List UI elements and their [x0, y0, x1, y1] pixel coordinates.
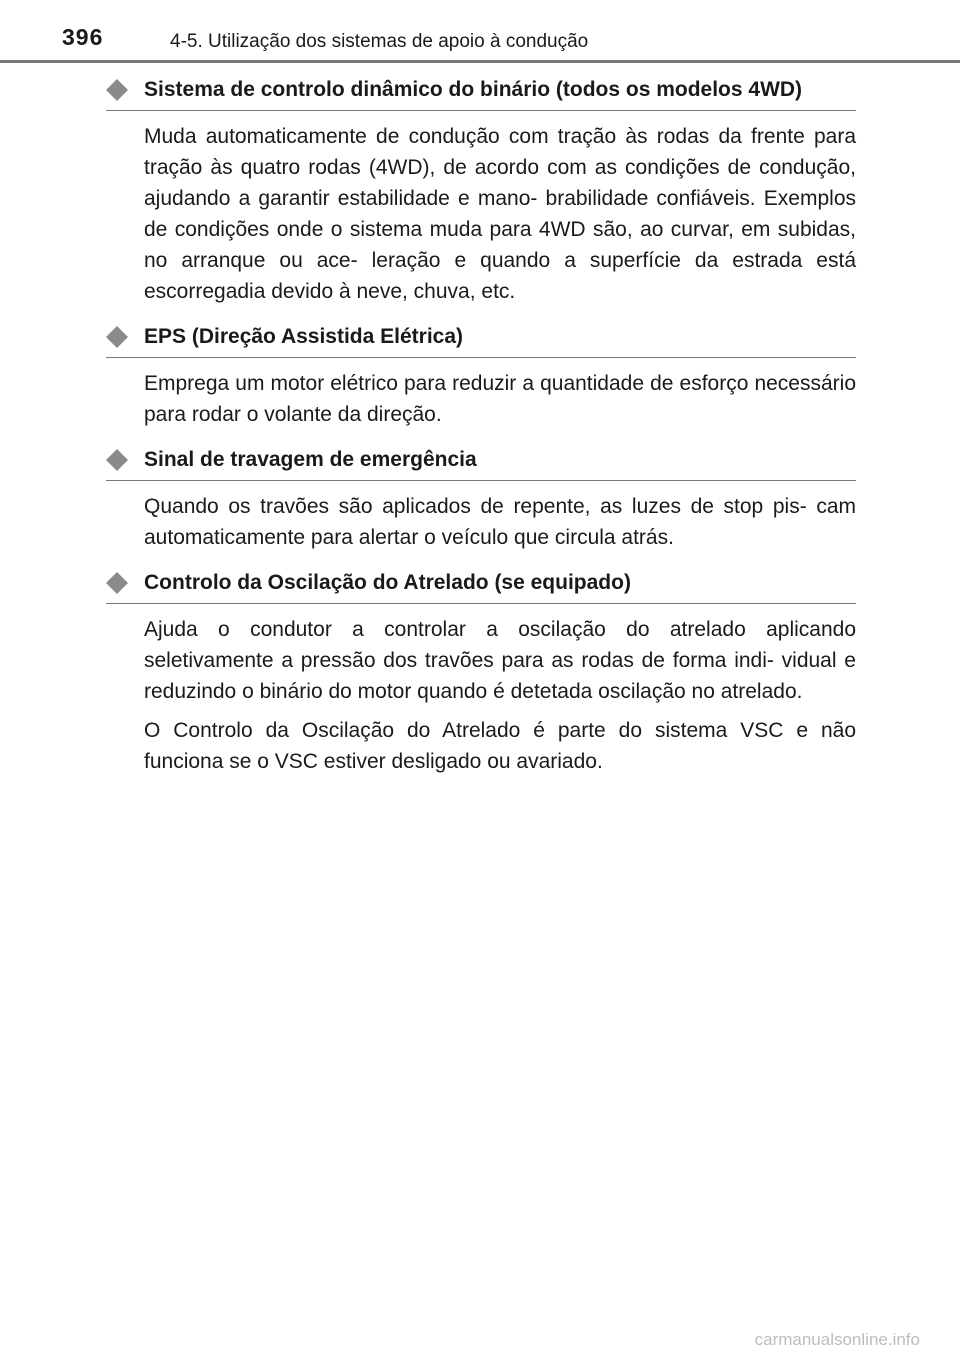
page-header — [0, 0, 960, 66]
section-heading — [106, 567, 856, 604]
section-paragraph: Emprega um motor elétrico para reduzir a quantidade de esforço necessário para rodar o volante da direção. — [144, 372, 856, 426]
section-heading — [106, 321, 856, 358]
section-heading — [106, 74, 856, 111]
chapter-title: 4-5. Utilização dos sistemas de apoio à condução — [170, 31, 589, 52]
section-heading-text: Sistema de controlo dinâmico do binário (todos os modelos 4WD) — [144, 78, 803, 101]
section-paragraph: Muda automaticamente de condução com tração às rodas da frente para tração às quatro rodas (4WD), de acordo com as condições de condução, ajudando a garantir estabilidade e mano- brabilidade confiáveis. Exemplos de condições onde o sistema muda para 4WD são, ao curvar, em subidas, no arranque ou ace- leração e quando a superfície da estrada está escorregadia devido à neve, chuva, etc. — [144, 125, 856, 303]
section-trailer-sway-control — [106, 567, 856, 777]
diamond-icon — [106, 326, 128, 348]
section-heading-text: Controlo da Oscilação do Atrelado (se equipado) — [144, 571, 631, 594]
section-paragraph: O Controlo da Oscilação do Atrelado é parte do sistema VSC e não funciona se o VSC estiver desligado ou avariado. — [144, 719, 856, 773]
section-eps — [106, 321, 856, 430]
diamond-icon — [106, 79, 128, 101]
page-content — [106, 74, 856, 791]
section-paragraph: Quando os travões são aplicados de repente, as luzes de stop pis- cam automaticamente para alertar o veículo que circula atrás. — [144, 495, 856, 549]
diamond-icon — [106, 572, 128, 594]
section-heading — [106, 444, 856, 481]
section-heading-text: EPS (Direção Assistida Elétrica) — [144, 325, 464, 348]
header-rule — [0, 60, 960, 63]
diamond-icon — [106, 449, 128, 471]
footer-watermark: carmanualsonline.info — [754, 1330, 920, 1349]
section-heading-text: Sinal de travagem de emergência — [144, 448, 477, 471]
section-torque-control — [106, 74, 856, 307]
section-emergency-brake-signal — [106, 444, 856, 553]
section-paragraph: Ajuda o condutor a controlar a oscilação do atrelado aplicando seletivamente a pressão dos travões para as rodas de forma indi- vidual e reduzindo o binário do motor quando é detetada oscilação no atrelado. — [144, 618, 856, 703]
page-number: 396 — [62, 24, 104, 50]
